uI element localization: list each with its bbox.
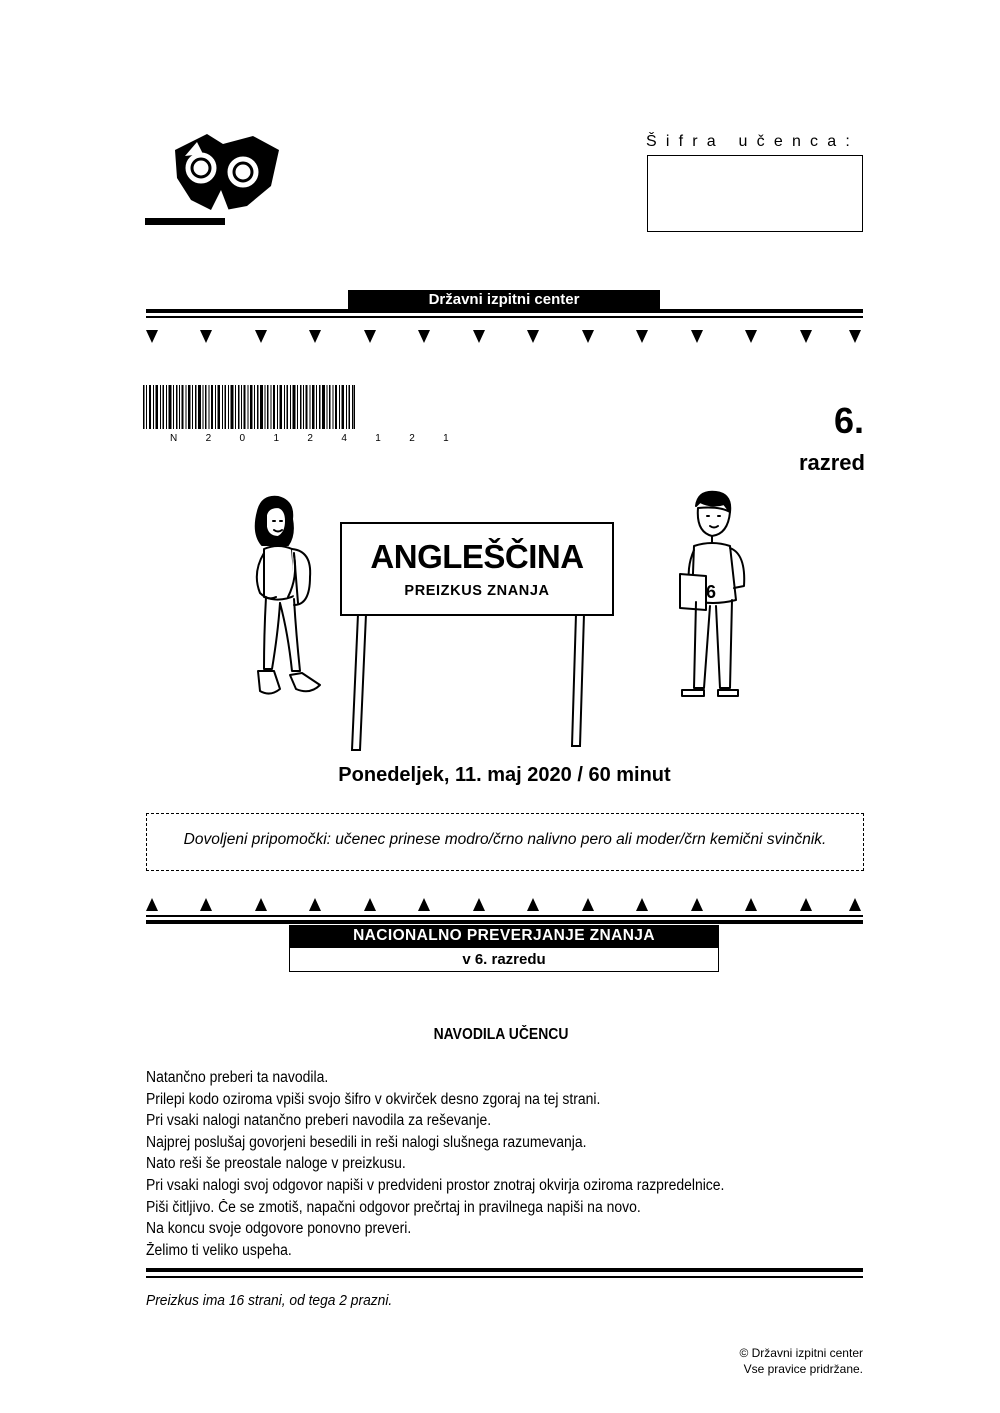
list-item: Nato reši še preostale naloge v preizkusu. [146,1155,406,1173]
bottom-triangle-row [140,895,870,913]
assessment-level: v 6. razredu [289,947,719,972]
list-item: Želimo ti veliko uspeha. [146,1241,292,1259]
pages-note: Preizkus ima 16 strani, od tega 2 prazni. [146,1292,393,1309]
boy-illustration [676,488,756,702]
rights-line: Vse pravice pridržane. [743,1362,863,1376]
book-grade-badge: 6 [706,582,717,602]
exam-date-duration: Ponedeljek, 11. maj 2020 / 60 minut [338,764,671,786]
grade-word: razred [798,450,865,475]
top-triangle-row [140,327,870,345]
copyright-line: © Državni izpitni center [739,1346,863,1360]
subject-subtitle: PREIZKUS ZNANJA [404,583,550,599]
sign-posts [340,612,600,752]
student-code-label: Šifra učenca: [646,133,859,150]
mid-divider-thin [146,915,863,917]
subject-title: ANGLEŠČINA [370,538,584,575]
instructions-title: NAVODILA UČENCU [433,1026,569,1043]
list-item: Natančno preberi ta navodila. [146,1069,329,1086]
mid-divider-thick [146,920,863,924]
list-item: Piši čitljivo. Če se zmotiš, napačni odgovor prečrtaj in pravilnega napiši na novo. [146,1198,641,1216]
list-item: Na koncu svoje odgovore ponovno preveri. [146,1220,412,1238]
footer-divider-thick [146,1268,863,1272]
student-code-box[interactable] [647,155,863,232]
assessment-banner: NACIONALNO PREVERJANJE ZNANJA [289,925,719,947]
grade-number: 6. [833,400,864,441]
list-item: Najprej poslušaj govorjeni besedili in reši nalogi slušnega razumevanja. [146,1133,587,1151]
allowed-tools-text: Dovoljeni pripomočki: učenec prinese modro/črno nalivno pero ali moder/črn kemični svinčnik. [183,831,827,848]
top-divider-thin [146,316,863,318]
list-item: Pri vsaki nalogi svoj odgovor napiši v predvideni prostor znotraj okvirja oziroma razpredelnice. [146,1176,725,1194]
list-item: Prilepi kodo oziroma vpiši svojo šifro v okvirček desno zgoraj na tej strani. [146,1090,601,1108]
list-item: Pri vsaki nalogi natančno preberi navodila za reševanje. [146,1112,492,1130]
instructions-list [146,1067,863,1261]
footer-divider-thin [146,1276,863,1278]
ric-owl-logo [145,128,285,228]
organization-banner: Državni izpitni center [348,290,660,310]
barcode-number: N 2 0 1 2 4 1 2 1 [170,433,462,444]
barcode [143,385,355,429]
girl-illustration [240,493,330,705]
